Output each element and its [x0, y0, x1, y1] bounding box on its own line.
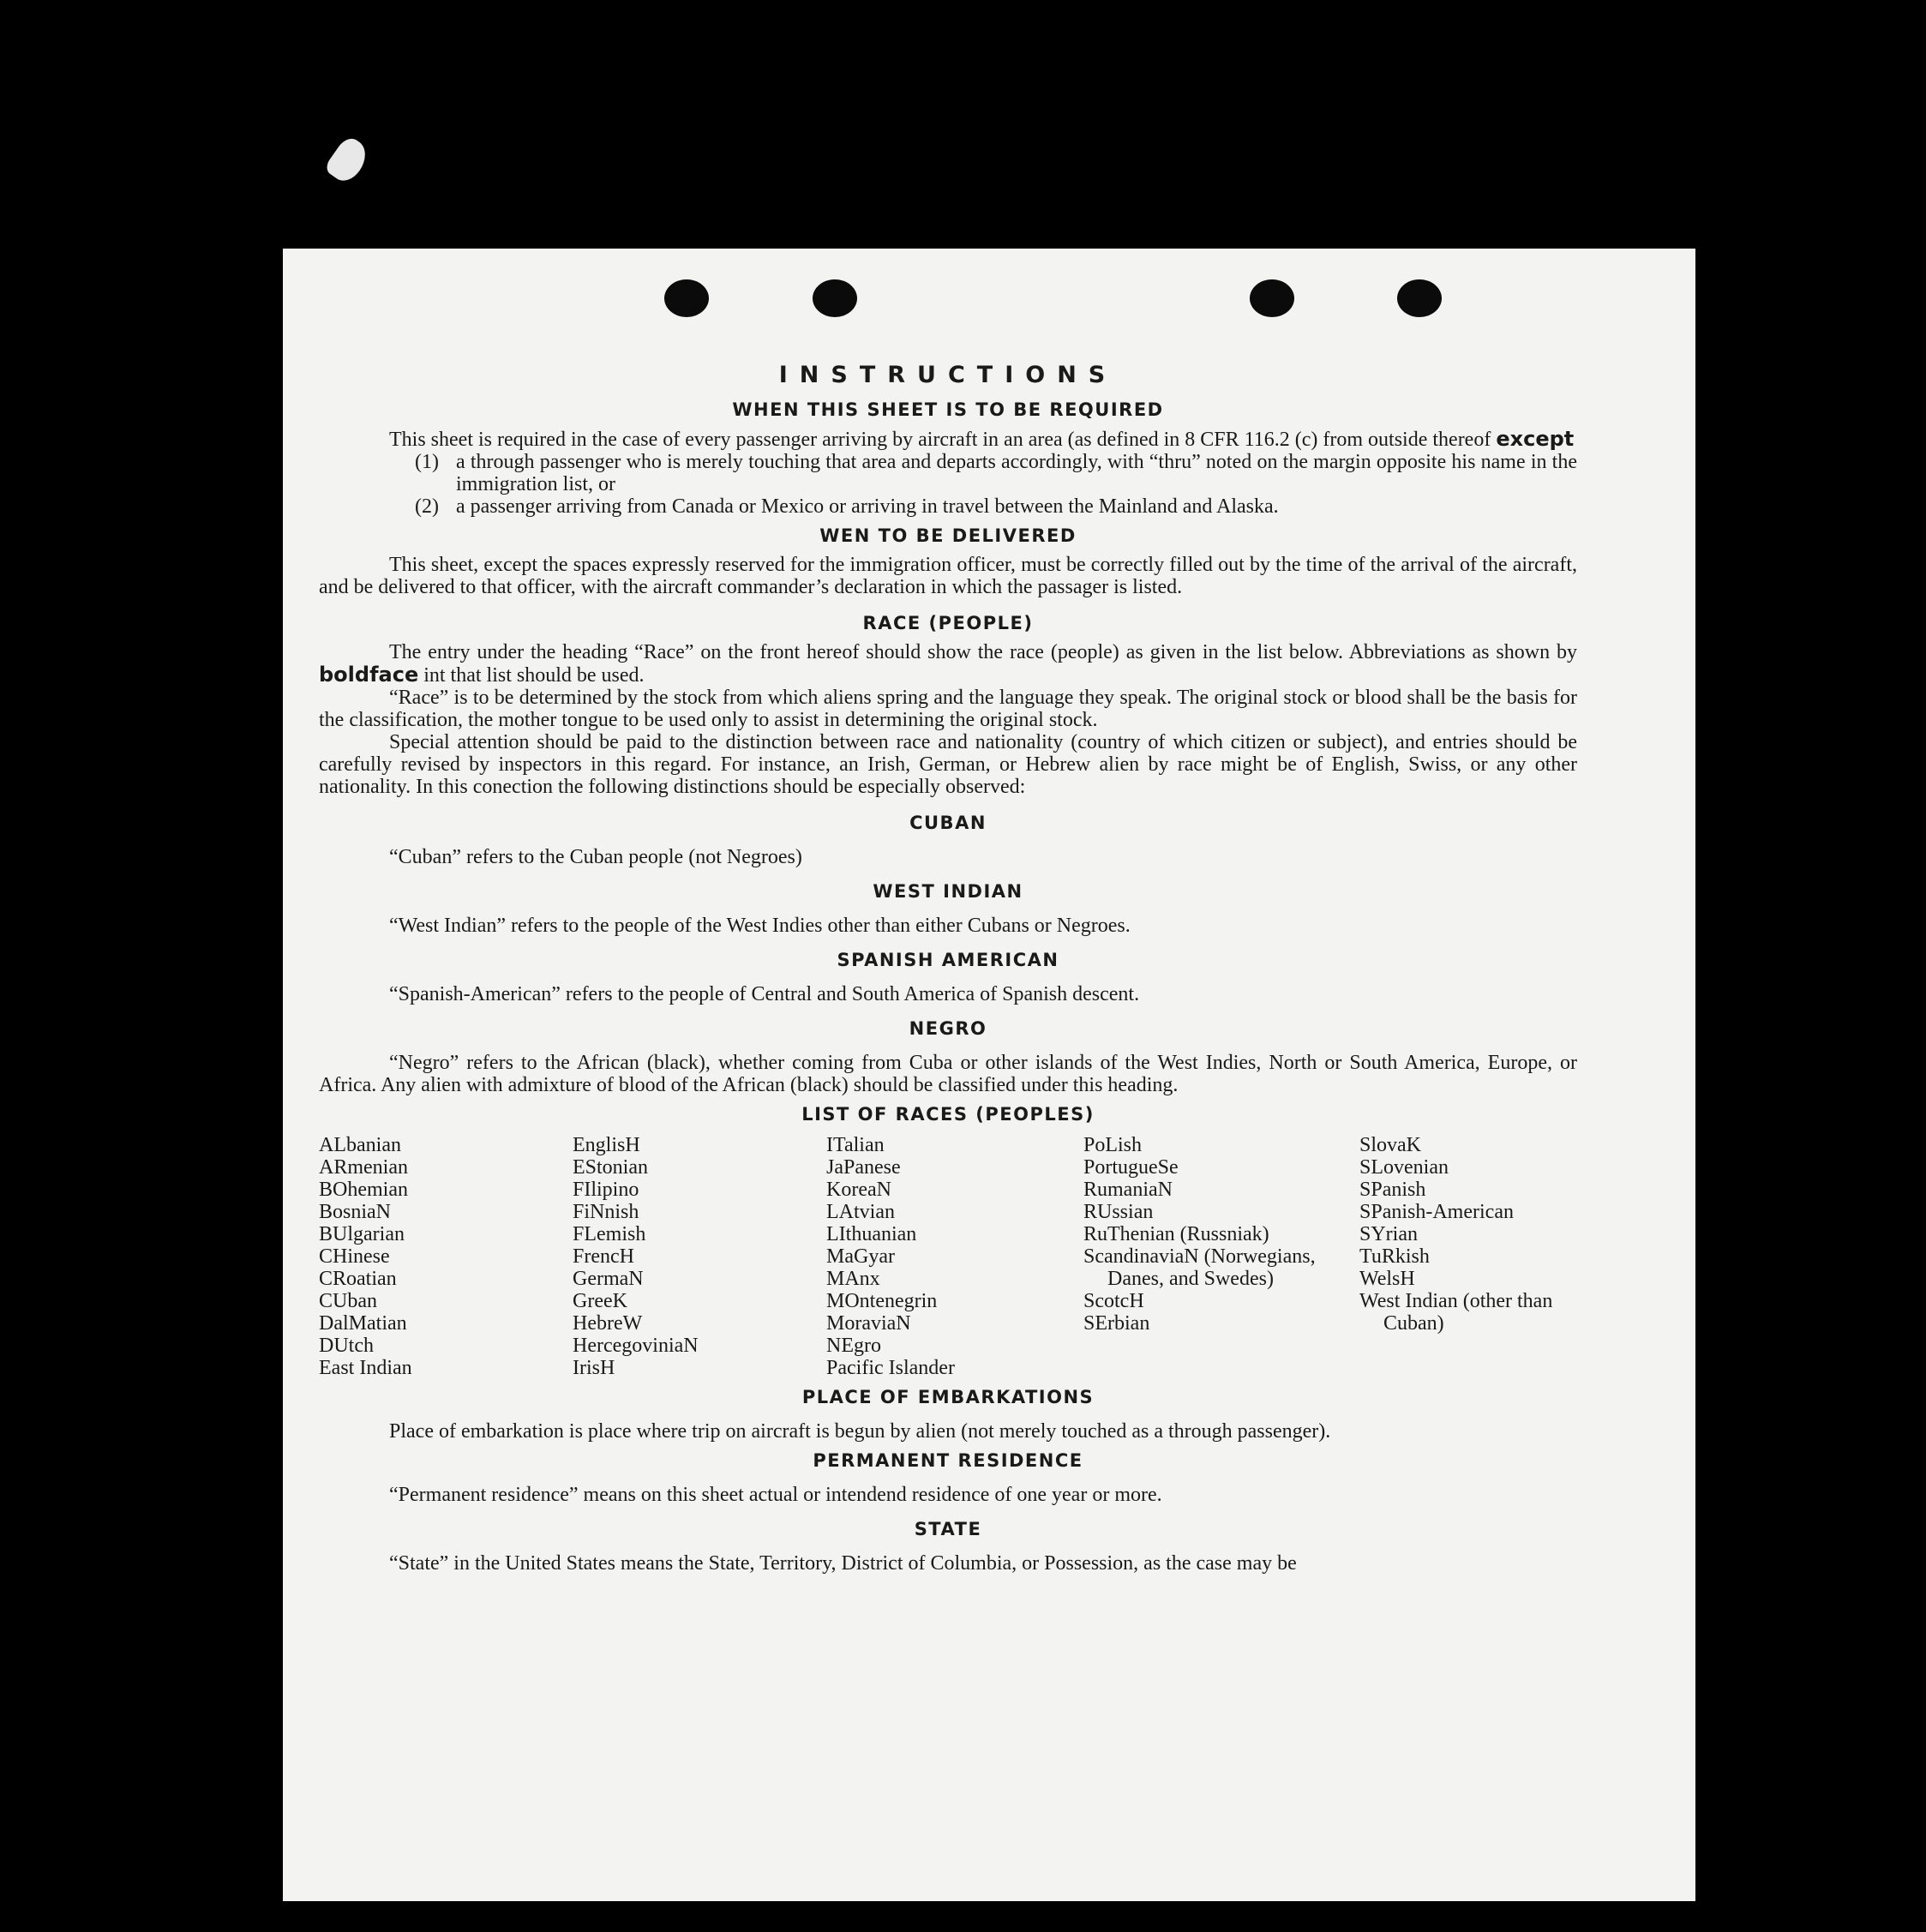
item-number: (1) [415, 451, 439, 473]
race-item: EStonian [573, 1156, 648, 1179]
race-item: WelsH [1359, 1268, 1415, 1290]
except-keyword: except [1496, 427, 1575, 451]
exception-item [319, 495, 1577, 518]
race-item: East Indian [319, 1357, 412, 1379]
races-column [1083, 1134, 1359, 1379]
race-item: Pacific Islander [826, 1357, 955, 1379]
race-item: FiNnish [573, 1201, 639, 1223]
race-item: MOntenegrin [826, 1290, 938, 1312]
heading-state: STATE [914, 1519, 982, 1539]
race-paragraph-2: “Race” is to be determined by the stock from which aliens spring and the language they speak. The original stock or blood shall be the basis for the classification, the mother tongue to be used only to assist in determining the original stock. [319, 687, 1577, 731]
page-title: INSTRUCTIONS [778, 362, 1118, 388]
required-paragraph [319, 428, 1577, 451]
exception-item [319, 451, 1577, 495]
paper-scrap [323, 134, 373, 187]
race-item: SLovenian [1359, 1156, 1449, 1179]
race-item: BUlgarian [319, 1223, 405, 1245]
item-text: a passenger arriving from Canada or Mexico or arriving in travel between the Mainland and Alaska. [456, 495, 1279, 518]
race-item: BosniaN [319, 1201, 391, 1223]
race-item: DUtch [319, 1335, 374, 1357]
spanish-american-paragraph: “Spanish-American” refers to the people of Central and South America of Spanish descent. [389, 983, 1140, 1005]
embarkation-paragraph: Place of embarkation is place where trip on aircraft is begun by alien (not merely touched as a through passenger). [389, 1420, 1331, 1443]
race-item: GreeK [573, 1290, 627, 1312]
heading-place-of-embarkation: PLACE OF EMBARKATIONS [801, 1387, 1095, 1407]
race-item: FLemish [573, 1223, 646, 1245]
race-item: SPanish-American [1359, 1201, 1514, 1223]
race-item: HercegoviniaN [573, 1335, 699, 1357]
race-item: NEgro [826, 1335, 881, 1357]
race-item: SPanish [1359, 1179, 1426, 1201]
punch-hole [813, 279, 857, 317]
race-item: ScotcH [1083, 1290, 1144, 1312]
heading-race: RACE (PEOPLE) [862, 613, 1034, 633]
race-item: JaPanese [826, 1156, 901, 1179]
heading-cuban: CUBAN [909, 813, 987, 833]
race-item: IrisH [573, 1357, 615, 1379]
races-list [319, 1134, 1577, 1379]
race-text-a: The entry under the heading “Race” on the front hereof should show the race (people) as given in the list below. Abbreviations as shown by [389, 641, 1577, 663]
cuban-paragraph: “Cuban” refers to the Cuban people (not Negroes) [389, 846, 802, 868]
race-item: MAnx [826, 1268, 880, 1290]
race-item: TuRkish [1359, 1245, 1430, 1268]
races-column [319, 1134, 573, 1379]
heading-spanish-american: SPANISH AMERICAN [837, 950, 1059, 970]
race-item: RuThenian (Russniak) [1083, 1223, 1269, 1245]
race-item: LAtvian [826, 1201, 895, 1223]
heading-permanent-residence: PERMANENT RESIDENCE [813, 1450, 1083, 1471]
race-item: SYrian [1359, 1223, 1418, 1245]
race-item: MaGyar [826, 1245, 895, 1268]
race-item: SlovaK [1359, 1134, 1421, 1156]
race-item: SErbian [1083, 1312, 1150, 1335]
race-item: ScandinaviaN (Norwegians, Danes, and Swedes) [1083, 1245, 1316, 1290]
race-item: EnglisH [573, 1134, 640, 1156]
race-item: RumaniaN [1083, 1179, 1173, 1201]
race-item: FIlipino [573, 1179, 639, 1201]
race-paragraph-3: Special attention should be paid to the distinction between race and nationality (country of which citizen or subject), and entries should be carefully revised by inspectors in this regard. For instance, an Irish, German, or Hebrew alien by race might be of English, Swiss, or any other nationality. In this conection the following distinctions should be especially observed: [319, 731, 1577, 798]
punch-hole [664, 279, 709, 317]
race-item: FrencH [573, 1245, 634, 1268]
punch-hole [1397, 279, 1442, 317]
race-item: GermaN [573, 1268, 644, 1290]
races-column [826, 1134, 1083, 1379]
required-text: This sheet is required in the case of every passenger arriving by aircraft in an area (as defined in 8 CFR 116.2 (c) from outside thereof [389, 429, 1491, 451]
race-text-b: int that list should be used. [423, 664, 645, 687]
race-paragraph-1 [319, 641, 1577, 687]
race-item: CUban [319, 1290, 377, 1312]
residence-paragraph: “Permanent residence” means on this sheet actual or intendend residence of one year or more. [389, 1484, 1162, 1506]
race-item: LIthuanian [826, 1223, 917, 1245]
race-item: ITalian [826, 1134, 885, 1156]
negro-paragraph: “Negro” refers to the African (black), whether coming from Cuba or other islands of the West Indies, North or South America, Europe, or Africa. Any alien with admixture of blood of the African (black) should be classified under this heading. [319, 1052, 1577, 1096]
heading-list-of-races: LIST OF RACES (PEOPLES) [801, 1104, 1095, 1125]
heading-west-indian: WEST INDIAN [873, 881, 1023, 902]
race-item: PortugueSe [1083, 1156, 1179, 1179]
race-item: PoLish [1083, 1134, 1143, 1156]
races-column [1359, 1134, 1577, 1379]
west-indian-paragraph: “West Indian” refers to the people of the West Indies other than either Cubans or Negroes. [389, 915, 1131, 937]
heading-when-delivered: WEN TO BE DELIVERED [819, 525, 1077, 546]
race-item: KoreaN [826, 1179, 891, 1201]
race-item: ARmenian [319, 1156, 408, 1179]
document-page [283, 249, 1695, 1901]
punch-hole [1250, 279, 1294, 317]
race-item: CRoatian [319, 1268, 397, 1290]
races-column [573, 1134, 826, 1379]
race-item: RUssian [1083, 1201, 1154, 1223]
race-item: HebreW [573, 1312, 643, 1335]
item-number: (2) [415, 495, 439, 518]
race-item: West Indian (other than Cuban) [1359, 1290, 1553, 1335]
item-text: a through passenger who is merely touching that area and departs accordingly, with “thru” noted on the margin opposite his name in the immigration list, or [456, 451, 1577, 495]
boldface-keyword: boldface [319, 663, 419, 687]
heading-when-required: WHEN THIS SHEET IS TO BE REQUIRED [732, 399, 1164, 420]
race-item: MoraviaN [826, 1312, 911, 1335]
heading-negro: NEGRO [909, 1018, 987, 1039]
state-paragraph: “State” in the United States means the State, Territory, District of Columbia, or Possession, as the case may be [389, 1552, 1297, 1575]
delivered-paragraph: This sheet, except the spaces expressly reserved for the immigration officer, must be correctly filled out by the time of the arrival of the aircraft, and be delivered to that officer, with the aircraft commander’s declaration in which the passager is listed. [319, 554, 1577, 598]
race-item: BOhemian [319, 1179, 408, 1201]
race-item: DalMatian [319, 1312, 407, 1335]
instructions-content [319, 364, 1577, 1575]
race-item: ALbanian [319, 1134, 401, 1156]
race-item: CHinese [319, 1245, 390, 1268]
